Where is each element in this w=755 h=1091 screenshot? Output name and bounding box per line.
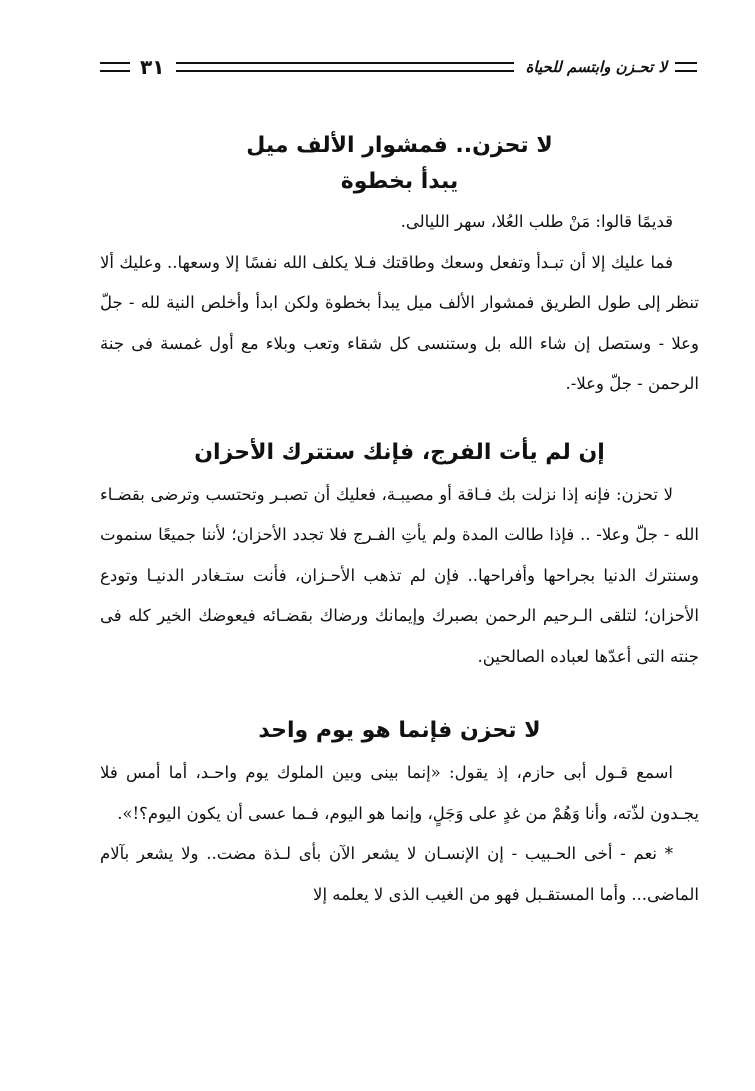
page-body [100,120,699,915]
header-rule-left [100,62,130,72]
running-header [100,52,697,82]
section-1 [100,128,699,405]
page-number: ٣١ [140,55,165,79]
section-3 [100,713,699,915]
paragraph: قديمًا قالوا: مَنْ طلب العُلا، سهر الليالى. [400,212,673,231]
paragraph: اسمع قـول أبى حازم، إذ يقول: «إنما بينى وبين الملوك يوم واحـد، أما أمس فلا يجـدون لذّته، وأنا وَهُمْ من غدٍ على وَجَلٍ، وإنما هو اليوم، فـما عسى أن يكون اليوم؟!». [100,763,699,823]
section-2 [100,435,699,678]
paragraph: * نعم - أخى الحـبيب - إن الإنسـان لا يشعر الآن بأى لـذة مضت.. ولا يشعر بآلام الماضى... وأما المستقـبل فهو من الغيب الذى لا يعلمه إلا [100,844,699,904]
paragraph: فما عليك إلا أن تبـدأ وتفعل وسعك وطاقتك فـلا يكلف الله نفسًا إلا وسعها.. وعليك ألا تنظر إلى طول الطريق فمشوار الألف ميل يبدأ بخطوة ولكن ابدأ وأخلص النية لله - جلّ وعلا - وستصل إن شاء الله بل وستنسى كل شقاء وتعب وبلاء مع أول غمسة فى جنة الرحمن - جلّ وعلا-. [100,252,699,393]
header-rule-right [675,62,697,72]
heading-line: لا تحزن.. فمشوار الألف ميل [246,133,553,158]
section-heading: لا تحزن فإنما هو يوم واحد [258,718,541,743]
header-rule [176,62,513,72]
section-heading: إن لم يأت الفرج، فإنك ستترك الأحزان [194,439,605,465]
heading-line: يبدأ بخطوة [340,169,459,194]
section-heading [100,128,699,200]
paragraph: لا تحزن: فإنه إذا نزلت بك فـاقة أو مصيبـة، فعليك أن تصبـر وتحتسب وترضى بقضـاء الله - جلّ وعلا- .. فإذا طالت المدة ولم يأتِ الفـرج فلا تجدد الأحزان؛ لأننا جميعًا سنموت وسنترك الدنيا بجراحها وأفراحها.. فإن لم تذهب الأحـزان، فأنت ستـغادر الدنيـا وتودع الأحزان؛ لتلقى الـرحيم الرحمن بصبرك وإيمانك ورضاك بقضـائه فيعوضك الخير كله فى جنته التى أعدّها لعباده الصالحين. [100,484,699,666]
book-title: لا تحـزن وابتسم للحياة [525,58,667,76]
